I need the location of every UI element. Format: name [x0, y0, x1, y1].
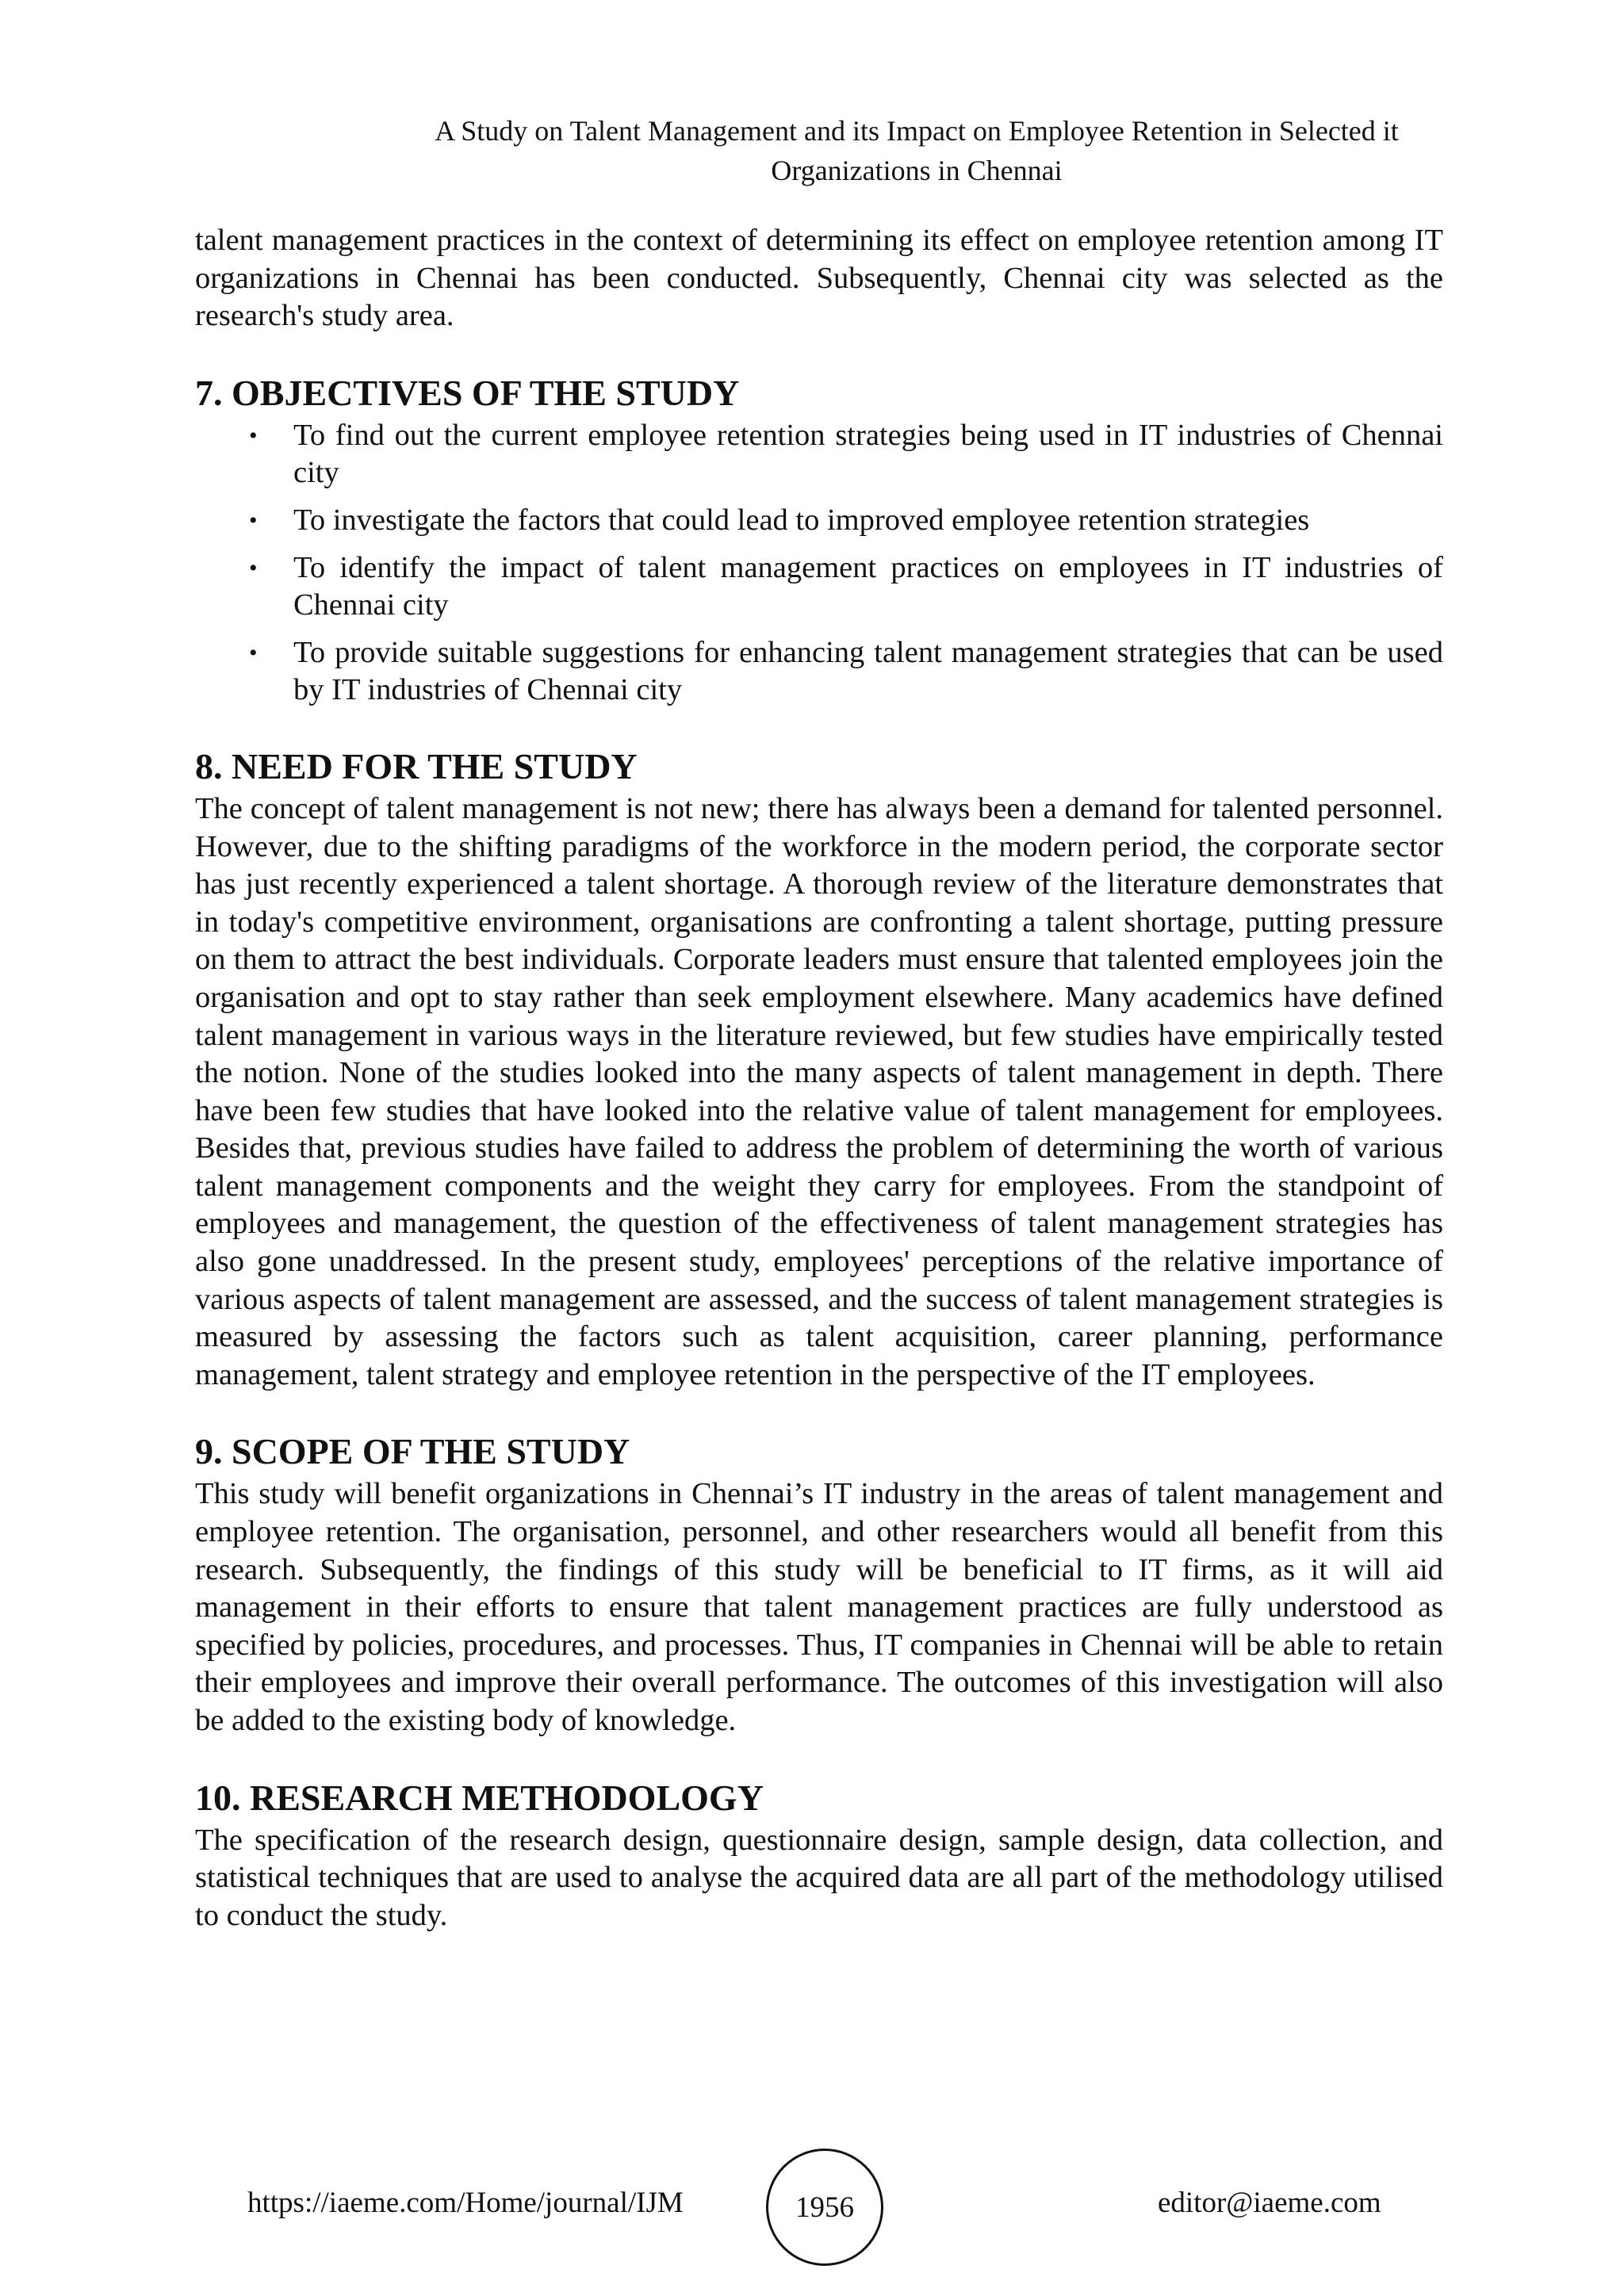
section-methodology	[195, 1774, 1443, 1935]
section-heading-methodology: 10. RESEARCH METHODOLOGY	[195, 1777, 764, 1818]
journal-url-link[interactable]: https://iaeme.com/Home/journal/IJM	[247, 2187, 684, 2219]
editor-email-link[interactable]: editor@iaeme.com	[1158, 2187, 1381, 2219]
bullet-icon: •	[249, 507, 258, 534]
objective-item	[195, 417, 1443, 492]
bullet-icon: •	[249, 554, 258, 581]
section-scope	[195, 1428, 1443, 1739]
objective-item	[195, 502, 1443, 540]
objective-text: To investigate the factors that could lead to improved employee retention strategies	[293, 503, 1310, 537]
objective-text: To find out the current employee retention strategies being used in IT industries of Chennai city	[293, 418, 1443, 490]
page-content	[195, 222, 1443, 1934]
running-header	[195, 111, 1624, 190]
objective-item	[195, 549, 1443, 625]
objectives-list	[195, 417, 1443, 710]
page-number: 1956	[795, 2191, 854, 2224]
bullet-icon: •	[249, 639, 258, 666]
section-need	[195, 743, 1443, 1395]
section-objectives	[195, 369, 1443, 710]
need-paragraph: The concept of talent management is not new; there has always been a demand for talented personnel. However, due to the shifting paradigms of the workforce in the modern period, the corporate sector has just recently experienced a talent shortage. A thorough review of the literature demonstrates that in today's competitive environment, organisations are confronting a talent shortage, putting pressure on them to attract the best individuals. Corporate leaders must ensure that talented employees join the organisation and opt to stay rather than seek employment elsewhere. Many academics have defined talent management in various ways in the literature reviewed, but few studies have empirically tested the notion. None of the studies looked into the many aspects of talent management in depth. There have been few studies that have looked into the relative value of talent management for employees. Besides that, previous studies have failed to address the problem of determining the worth of various talent management components and the weight they carry for employees. From the standpoint of employees and management, the question of the effectiveness of talent management strategies has also gone unaddressed. In the present study, employees' perceptions of the relative importance of various aspects of talent management are assessed, and the success of talent management strategies is measured by assessing the factors such as talent acquisition, career planning, performance management, talent strategy and employee retention in the perspective of the IT employees.	[195, 791, 1443, 1391]
intro-paragraph: talent management practices in the context of determining its effect on employee retention among IT organizations in Chennai has been conducted. Subsequently, Chennai city was selected as the research's study area.	[195, 224, 1443, 333]
running-header-line-1: A Study on Talent Management and its Impact on Employee Retention in Selected it	[435, 115, 1399, 147]
page-footer	[0, 2149, 1624, 2267]
section-heading-scope: 9. SCOPE OF THE STUDY	[195, 1431, 630, 1472]
section-heading-need: 8. NEED FOR THE STUDY	[195, 745, 638, 786]
running-header-line-2: Organizations in Chennai	[771, 155, 1063, 186]
page-number-badge	[766, 2149, 883, 2266]
objective-item	[195, 634, 1443, 710]
objective-text: To identify the impact of talent management practices on employees in IT industries of Chennai city	[293, 550, 1443, 622]
section-heading-objectives: 7. OBJECTIVES OF THE STUDY	[195, 372, 740, 413]
scope-paragraph: This study will benefit organizations in Chennai’s IT industry in the areas of talent management and employee retention. The organisation, personnel, and other researchers would all benefit from this research. Subsequently, the findings of this study will be beneficial to IT firms, as it will aid management in their efforts to ensure that talent management practices are fully understood as specified by policies, procedures, and processes. Thus, IT companies in Chennai will be able to retain their employees and improve their overall performance. The outcomes of this investigation will also be added to the existing body of knowledge.	[195, 1477, 1443, 1737]
objective-text: To provide suitable suggestions for enhancing talent management strategies that can be used by IT industries of Chennai city	[293, 635, 1443, 707]
bullet-icon: •	[249, 422, 258, 449]
methodology-paragraph: The specification of the research design, questionnaire design, sample design, data collection, and statistical techniques that are used to analyse the acquired data are all part of the methodology utilised to conduct the study.	[195, 1823, 1443, 1932]
